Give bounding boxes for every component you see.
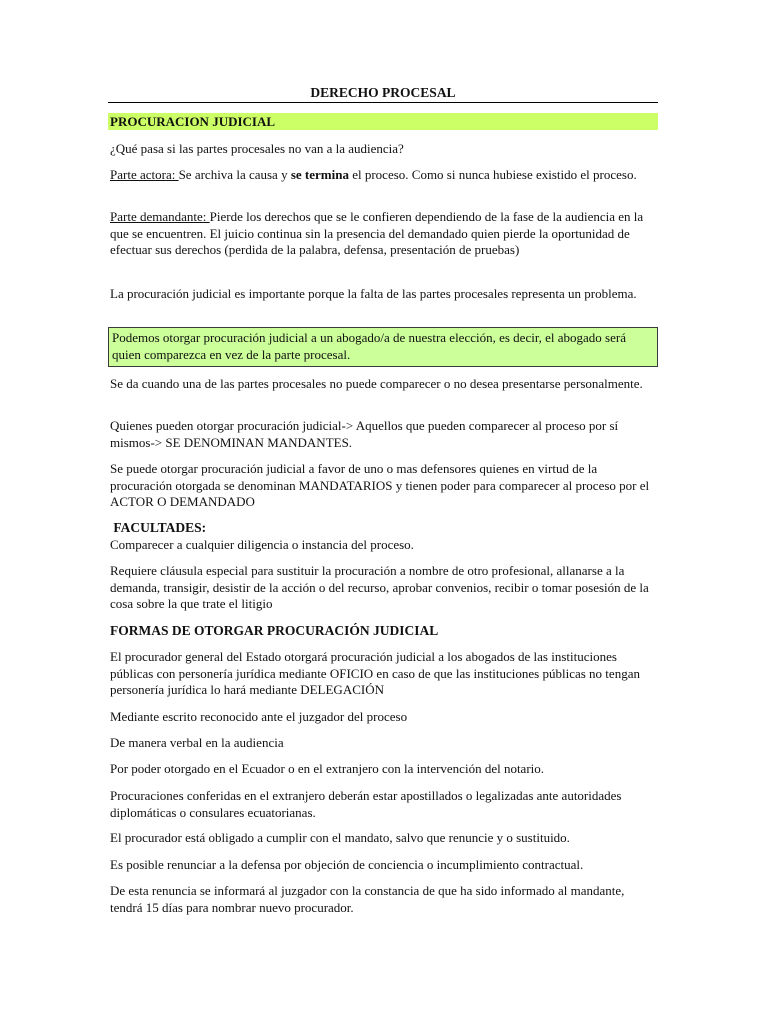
formas-item-2: Mediante escrito reconocido ante el juzgador del proceso xyxy=(110,709,408,724)
parte-actora-text-1: Se archiva la causa y xyxy=(178,167,291,182)
title-divider xyxy=(108,102,658,103)
obligado-paragraph: El procurador está obligado a cumplir con el mandato, salvo que renuncie y o sustituido. xyxy=(110,830,570,845)
mandatarios-paragraph: Se puede otorgar procuración judicial a favor de uno o mas defensores quienes en virtud de la procuración otorgada se denominan MANDATARIOS y tienen poder para comparecer al proceso por el ACTOR O DEMANDADO xyxy=(110,461,650,509)
parte-actora-paragraph xyxy=(110,167,658,184)
question-paragraph: ¿Qué pasa si las partes procesales no van a la audiencia? xyxy=(110,141,404,156)
parte-actora-bold: se termina xyxy=(290,167,349,182)
formas-item-5: Procuraciones conferidas en el extranjero deberán estar apostillados o legalizadas ante autoridades diplomáticas o consulares ecuatorianas. xyxy=(110,788,622,820)
section-heading-procuracion: PROCURACION JUDICIAL xyxy=(108,113,658,130)
formas-item-4: Por poder otorgado en el Ecuador o en el extranjero con la intervención del notario. xyxy=(110,761,545,776)
definicion-highlight-box: Podemos otorgar procuración judicial a un abogado/a de nuestra elección, es decir, el abogado será quien comparezca en vez de la parte procesal. xyxy=(108,327,658,367)
facultades-item-2: Requiere cláusula especial para sustituir la procuración a nombre de otro profesional, allanarse a la demanda, transigir, desistir de la acción o del recurso, aprobar convenios, recibir o tomar posesión de la cosa sobre la que trate el litigio xyxy=(110,563,649,611)
facultades-heading: FACULTADES: xyxy=(110,520,207,535)
parte-demandante-label: Parte demandante: xyxy=(110,209,210,224)
parte-demandante-text: Pierde los derechos que se le confieren dependiendo de la fase de la audiencia en la que se encuentren. El juicio continua sin la presencia del demandado quien pierde la oportunidad de efectuar sus derechos (perdida de la palabra, defensa, presentación de pruebas) xyxy=(110,209,644,257)
formas-item-1: El procurador general del Estado otorgará procuración judicial a los abogados de las instituciones públicas con personería jurídica mediante OFICIO en caso de que las instituciones públicas no tengan personería jurídica lo hará mediante DELEGACIÓN xyxy=(110,649,640,697)
formas-heading: FORMAS DE OTORGAR PROCURACIÓN JUDICIAL xyxy=(110,623,439,638)
document-title: DERECHO PROCESAL xyxy=(310,85,456,100)
quienes-paragraph: Quienes pueden otorgar procuración judicial-> Aquellos que pueden comparecer al proceso por sí mismos-> SE DENOMINAN MANDANTES. xyxy=(110,418,619,450)
facultades-item-1: Comparecer a cualquier diligencia o instancia del proceso. xyxy=(110,537,414,552)
se-da-paragraph: Se da cuando una de las partes procesales no puede comparecer o no desea presentarse personalmente. xyxy=(110,376,643,391)
formas-item-3: De manera verbal en la audiencia xyxy=(110,735,284,750)
importancia-paragraph: La procuración judicial es importante porque la falta de las partes procesales representa un problema. xyxy=(110,286,637,301)
informara-paragraph: De esta renuncia se informará al juzgador con la constancia de que ha sido informado al mandante, tendrá 15 días para nombrar nuevo procurador. xyxy=(110,883,625,915)
parte-demandante-paragraph xyxy=(110,209,658,259)
parte-actora-label: Parte actora: xyxy=(110,167,179,182)
parte-actora-text-2: el proceso. Como si nunca hubiese existido el proceso. xyxy=(348,167,637,182)
renunciar-paragraph: Es posible renunciar a la defensa por objeción de conciencia o incumplimiento contractual. xyxy=(110,857,584,872)
